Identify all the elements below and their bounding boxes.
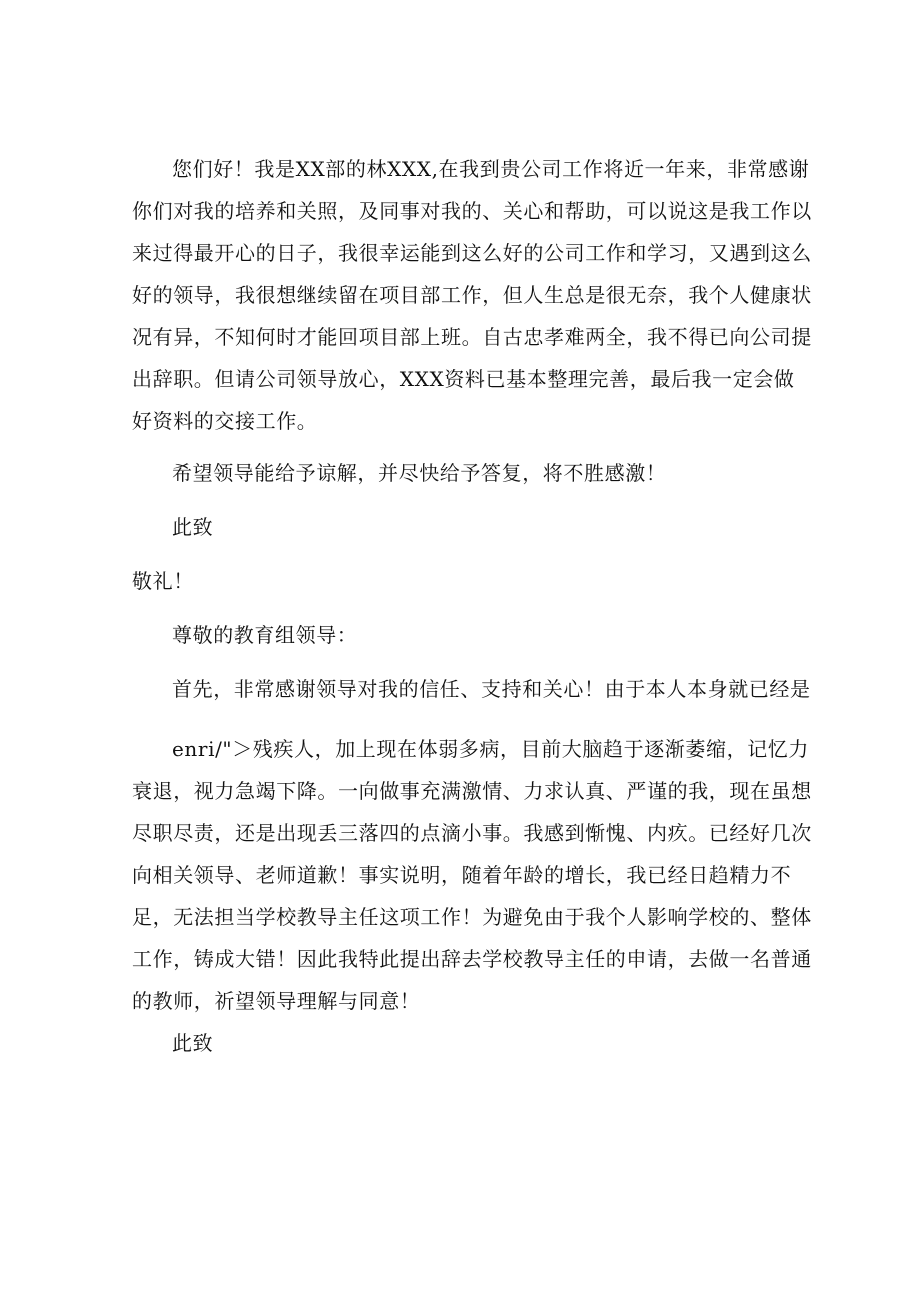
paragraph-resignation-body: 您们好！我是XX部的林XXX,在我到贵公司工作将近一年来，非常感谢你们对我的培养和关照，及同事对我的、关心和帮助，可以说这是我工作以来过得最开心的日子，我很幸运能到这么好的公司工作和学习，又遇到这么好的领导，我很想继续留在项目部工作，但人生总是很无奈，我个人健康状况有异，不知何时才能回项目部上班。自古忠孝难两全，我不得已向公司提出辞职。但请公司领导放心，XXX资料已基本整理完善，最后我一定会做好资料的交接工作。 xyxy=(132,157,812,433)
salute-jingli: 敬礼！ xyxy=(132,569,194,593)
closing-cizhi-1: 此致 xyxy=(172,515,214,539)
closing-cizhi-2: 此致 xyxy=(172,1031,214,1055)
paragraph-resignation-reason: enri/"＞残疾人，加上现在体弱多病，目前大脑趋于逐渐萎缩，记忆力衰退，视力急竭下降。一向做事充满激情、力求认真、严谨的我，现在虽想尽职尽责，还是出现丢三落四的点滴小事。我感到惭愧、内疚。已经好几次向相关领导、老师道歉！事实说明，随着年龄的增长，我已经日趋精力不足，无法担当学校教导主任这项工作！为避免由于我个人影响学校的、整体工作，铸成大错！因此我特此提出辞去学校教导主任的申请，去做一名普通的教师，祈望领导理解与同意！ xyxy=(132,737,812,1013)
paragraph-thanks-opening: 首先，非常感谢领导对我的信任、支持和关心！由于本人本身就已经是 xyxy=(172,677,811,701)
paragraph-request-understanding: 希望领导能给予谅解，并尽快给予答复，将不胜感激！ xyxy=(172,461,667,485)
greeting-education-leaders: 尊敬的教育组领导： xyxy=(172,623,358,647)
